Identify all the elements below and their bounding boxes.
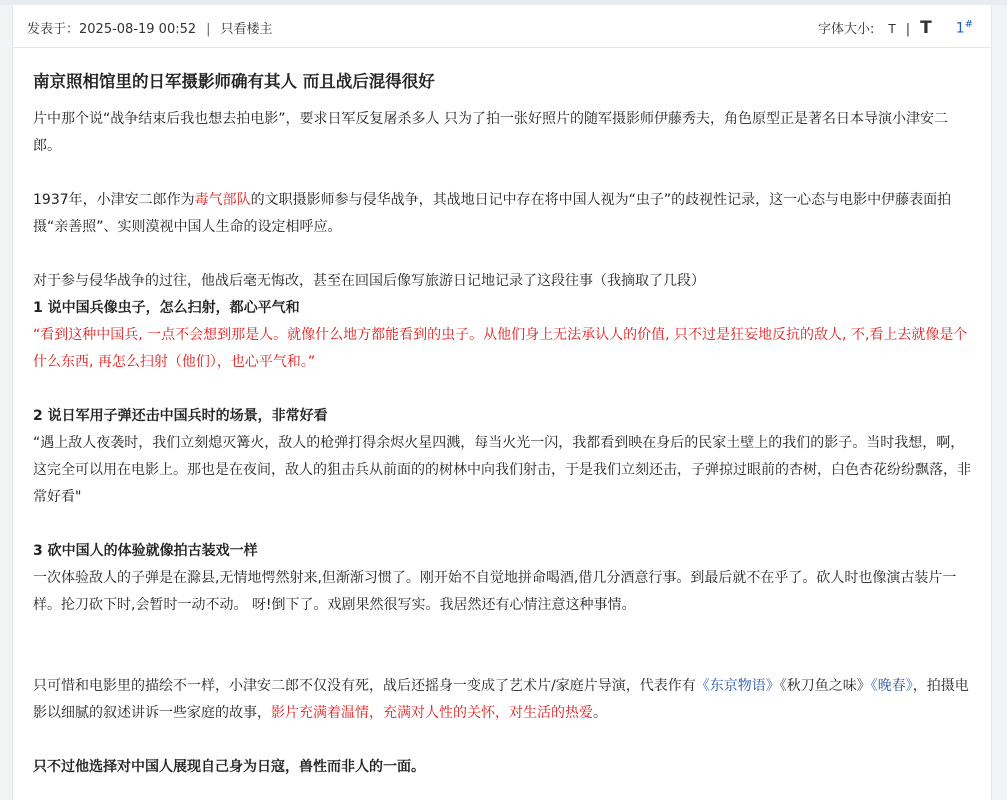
font-size-divider: | <box>905 22 911 37</box>
film-autumn-afternoon: 《秋刀鱼之味》 <box>779 678 871 694</box>
post-title: 南京照相馆里的日军摄影师确有其人 而且战后混得很好 <box>33 72 435 91</box>
font-size-label: 字体大小: <box>817 22 875 37</box>
paragraph-intro: 片中那个说“战争结束后我也想去拍电影”，要求日军反复屠杀多人 只为了拍一张好照片的随军摄影师伊藤秀夫，角色原型正是著名日本导演小津安二郎。 <box>33 111 948 154</box>
film-late-spring: 《晚春》 <box>870 678 913 694</box>
p4-highlight: 影片充满着温情，充满对人性的关怀，对生活的热爱 <box>271 705 593 721</box>
left-margin <box>0 5 12 800</box>
right-margin <box>990 5 1007 800</box>
post-timestamp: 发表于：2025-08-19 00:52 <box>27 22 197 37</box>
p4-text-b: ，拍摄电影以细腻的叙述讲诉一些家庭的故事， <box>33 678 969 721</box>
paragraph-conclusion: 只不过他选择对中国人展现自己身为日寇，兽性而非人的一面。 <box>33 759 425 775</box>
paragraph-films <box>33 673 971 727</box>
font-large-button[interactable]: T <box>920 18 932 38</box>
section-2-quote: “遇上敌人夜袭时，我们立刻熄灭篝火，敌人的枪弹打得余烬火星四溅，每当火光一闪，我都看到映在身后的民家土壁上的我们的影子。当时我想，啊，这完全可以用在电影上。那也是在夜间，敌人的狙击兵从前面的的树林中向我们射击，于是我们立刻还击，子弹掠过眼前的杏树，白色杏花纷纷飘落，非常好看" <box>33 435 971 505</box>
meta-divider: | <box>206 22 211 37</box>
paragraph-postwar: 对于参与侵华战争的过往，他战后毫无悔改，甚至在回国后像写旅游日记地记录了这段往事（我摘取了几段） <box>33 273 705 289</box>
p2-text-a: 1937年，小津安二郎作为 <box>33 192 195 208</box>
forum-post <box>12 5 992 800</box>
paragraph-1937 <box>33 187 971 241</box>
section-3-title: 3 砍中国人的体验就像拍古装戏一样 <box>33 543 258 559</box>
section-1-title: 1 说中国兵像虫子，怎么扫射，都心平气和 <box>33 300 300 316</box>
floor-hash: # <box>964 19 973 31</box>
p4-text-a: 只可惜和电影里的描绘不一样，小津安二郎不仅没有死，战后还摇身一变成了艺术片/家庭片导演，代表作有 <box>33 678 696 694</box>
p4-text-c: 。 <box>593 705 607 721</box>
floor-number[interactable] <box>956 19 973 37</box>
p2-highlight: 毒气部队 <box>194 192 251 208</box>
film-tokyo-story: 《东京物语》 <box>695 678 780 694</box>
section-1-quote: “看到这种中国兵, 一点不会想到那是人。就像什么地方都能看到的虫子。从他们身上无法承认人的价值, 只不过是狂妄地反抗的敌人, 不,看上去就像是个什么东西, 再怎么扫射（他们），也心平气和。” <box>33 327 968 370</box>
post-meta <box>27 18 273 37</box>
floor-number-value: 1 <box>955 21 965 37</box>
font-small-button[interactable]: T <box>888 22 896 36</box>
font-size-controls <box>818 18 973 38</box>
p2-text-b: 的文职摄影师参与侵华战争，其战地日记中存在将中国人视为“虫子”的歧视性记录，这一心态与电影中伊藤表面拍摄“亲善照”、实则漠视中国人生命的设定相呼应。 <box>33 192 952 235</box>
post-body <box>13 70 991 781</box>
post-header <box>13 5 991 48</box>
only-op-link[interactable]: 只看楼主 <box>220 22 273 37</box>
section-3-text: 一次体验敌人的子弹是在滁县,无情地愕然射来,但渐渐习惯了。刚开始不自觉地拼命喝酒,借几分酒意行事。到最后就不在乎了。砍人时也像演古装片一样。抡刀砍下时,会暂时一动不动。 呀!倒下了。戏剧果然很写实。我居然还有心情注意这种事情。 <box>33 570 957 613</box>
section-2-title: 2 说日军用子弹还击中国兵时的场景，非常好看 <box>33 408 328 424</box>
